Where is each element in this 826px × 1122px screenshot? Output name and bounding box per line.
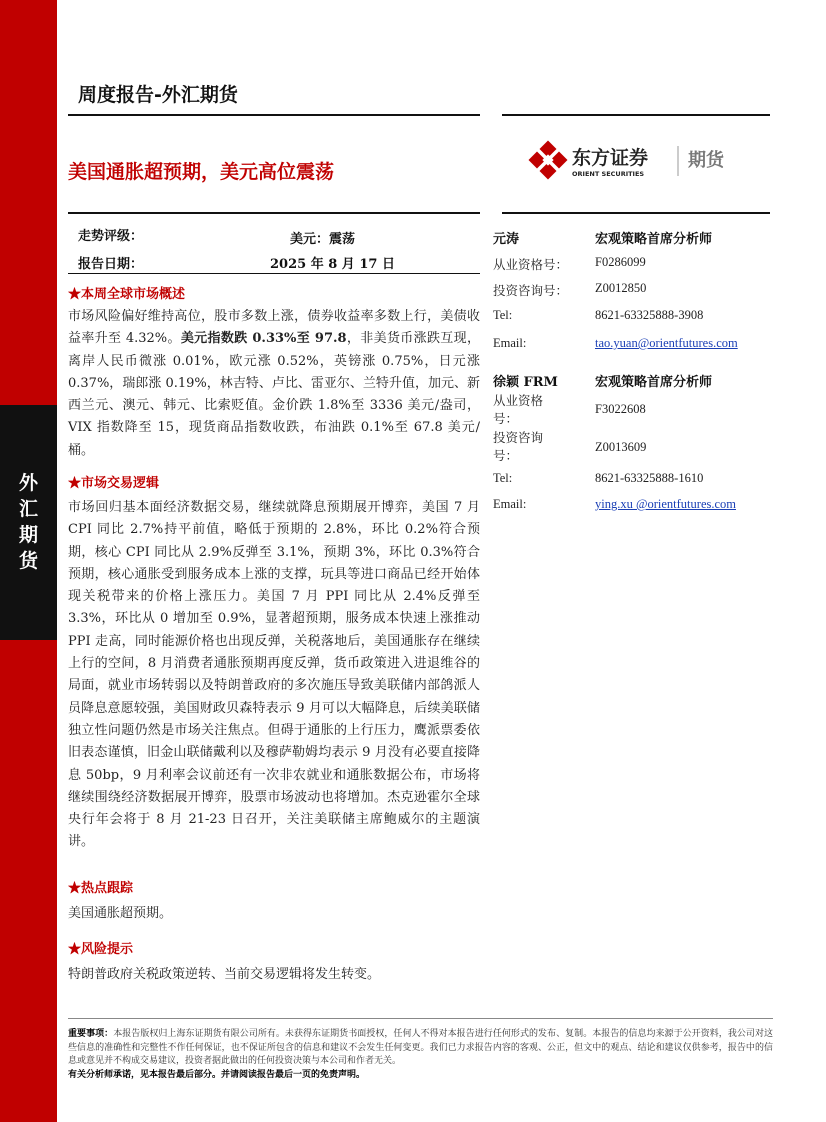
footer-rule <box>68 1018 773 1019</box>
overview-text: 市场风险偏好维持高位，股市多数上涨，债券收益率多数上行，美债收益率升至 4.32%。 <box>68 309 480 347</box>
overview-text-rest: ，非美货币涨跌互现，离岸人民币微涨 0.01%，欧元涨 0.52%，英镑涨 0.75%，日元涨 0.37%，瑞郎涨 0.19%，林吉特、卢比、雷亚尔、兰特升值，加元、新西兰元、澳元、韩元、比索贬值。金价跌 1.8%至 3336 美元/盎司，VIX 指数降至 15，现货商品指数收跌，布油跌 0.1%至 67.8 美元/桶。 <box>68 331 480 458</box>
logo-suffix: 期货 <box>688 150 724 171</box>
meta-rule-top <box>68 212 480 214</box>
analyst-field-label: 从业资格号： <box>493 258 569 272</box>
analyst-name: 元涛 <box>493 232 520 247</box>
hotspot-paragraph: 美国通胀超预期。 <box>68 906 173 921</box>
analyst-field-label: Tel: <box>493 308 513 322</box>
footer-notice-text: 本报告版权归上海东证期货有限公司所有。未获得东证期货书面授权，任何人不得对本报告进行任何形式的发布、复制。本报告的信息均来源于公开资料，我公司对这些信息的准确性和完整性不作任何保证，也不保证所包含的信息和建议不会发生任何变更。我们已力求报告内容的客观、公正，但文中的观点、结论和建议仅供参考，报告中的信息或意见并不构成交易建议，投资者据此做出的任何投资决策与本公司和作者无关。 <box>68 1029 773 1066</box>
orient-securities-logo <box>528 140 768 180</box>
logo-cn-name: 东方证券 <box>572 147 649 169</box>
analyst-field-label: 从业资格号： <box>493 394 544 426</box>
footer-notice-label: 重要事项： <box>68 1029 114 1039</box>
report-date-label: 报告日期： <box>78 257 144 272</box>
analyst-field-value: F3022608 <box>595 402 646 416</box>
meta-rule-bottom <box>68 273 480 274</box>
section-heading-hotspot: ★热点跟踪 <box>68 881 134 896</box>
section-heading-logic: ★市场交易逻辑 <box>68 476 160 491</box>
analyst-field-label: Email: <box>493 336 527 350</box>
analyst-title: 宏观策略首席分析师 <box>595 375 713 390</box>
analyst-title: 宏观策略首席分析师 <box>595 232 713 247</box>
analyst-field-label: 投资咨询号： <box>493 284 569 298</box>
analyst-email-link[interactable]: tao.yuan@orientfutures.com <box>595 336 738 350</box>
rating-value: 美元：震荡 <box>290 232 356 247</box>
sidebar-char: 期 <box>18 524 38 546</box>
analyst-rule-top <box>502 212 770 214</box>
risk-paragraph: 特朗普政府关税政策逆转、当前交易逻辑将发生转变。 <box>68 967 381 982</box>
sidebar-category-label <box>0 470 57 574</box>
report-type-title: 周度报告-外汇期货 <box>78 84 238 106</box>
analyst-email-link[interactable]: ying.xu @orientfutures.com <box>595 497 736 511</box>
footer-notice <box>68 1028 773 1082</box>
analyst-field-value: 8621-63325888-1610 <box>595 471 704 485</box>
sidebar-char: 外 <box>18 472 38 494</box>
rating-label: 走势评级： <box>78 229 144 244</box>
logo-en-name: ORIENT SECURITIES <box>572 170 645 178</box>
logic-paragraph: 市场回归基本面经济数据交易，继续就降息预期展开博弈，美国 7 月 CPI 同比 2.7%持平前值，略低于预期的 2.8%，环比 0.2%符合预期，核心 CPI 同比从 2.9%反弹至 3.1%，预期 3%，环比 0.3%符合预期，核心通胀受到服务成本上涨的支撑，玩具等进口商品已经开始体现关税带来的价格上涨压力。美国 7 月 PPI 同比从 2.4%反弹至 3.3%，环比从 0 增加至 0.9%，显著超预期，服务成本快速上涨推动 PPI 走高，同时能源价格也出现反弹，关税落地后，美国通胀存在继续上行的空间，8 月消费者通胀预期再度反弹，货币政策进入进退维谷的局面，就业市场转弱以及特朗普政府的多次施压导致美联储内部鸽派人员降息意愿较强，美国财政贝森特表示 9 月可以大幅降息，后续美联储独立性问题仍然是市场关注焦点。但碍于通胀的上行压力，鹰派票委依旧表态谨慎，旧金山联储戴利以及穆萨勒姆均表示 9 月没有必要直接降息 50bp，9 月利率会议前还有一次非农就业和通胀数据公布，市场将继续围绕经济数据展开博弈，股票市场波动也将增加。杰克逊霍尔全球央行年会将于 8 月 21-23 日召开，关注美联储主席鲍威尔的主题演讲。 <box>68 500 480 850</box>
overview-paragraph <box>68 306 480 462</box>
report-date-value: 2025 年 8 月 17 日 <box>270 257 395 272</box>
header-rule-left <box>68 114 480 116</box>
section-heading-risk: ★风险提示 <box>68 942 134 957</box>
page-title: 美国通胀超预期，美元高位震荡 <box>68 161 335 183</box>
analyst-field-label: Tel: <box>493 471 513 485</box>
analyst-field-value: F0286099 <box>595 255 646 269</box>
section-heading-overview: ★本周全球市场概述 <box>68 287 186 302</box>
header-rule-right <box>502 114 770 116</box>
analyst-field-value: Z0012850 <box>595 281 647 295</box>
analyst-field-value: 8621-63325888-3908 <box>595 308 704 322</box>
overview-highlight: 美元指数跌 0.33%至 97.8 <box>180 331 347 347</box>
logo-mark-icon <box>529 141 568 180</box>
analyst-field-value: Z0013609 <box>595 440 647 454</box>
analyst-field-label: Email: <box>493 497 527 511</box>
analyst-field-label: 投资咨询号： <box>493 431 544 463</box>
sidebar-char: 汇 <box>18 498 38 520</box>
footer-disclaimer: 有关分析师承诺，见本报告最后部分。并请阅读报告最后一页的免责声明。 <box>68 1069 366 1080</box>
sidebar-char: 货 <box>18 550 38 572</box>
analyst-name: 徐颖 FRM <box>493 375 558 390</box>
